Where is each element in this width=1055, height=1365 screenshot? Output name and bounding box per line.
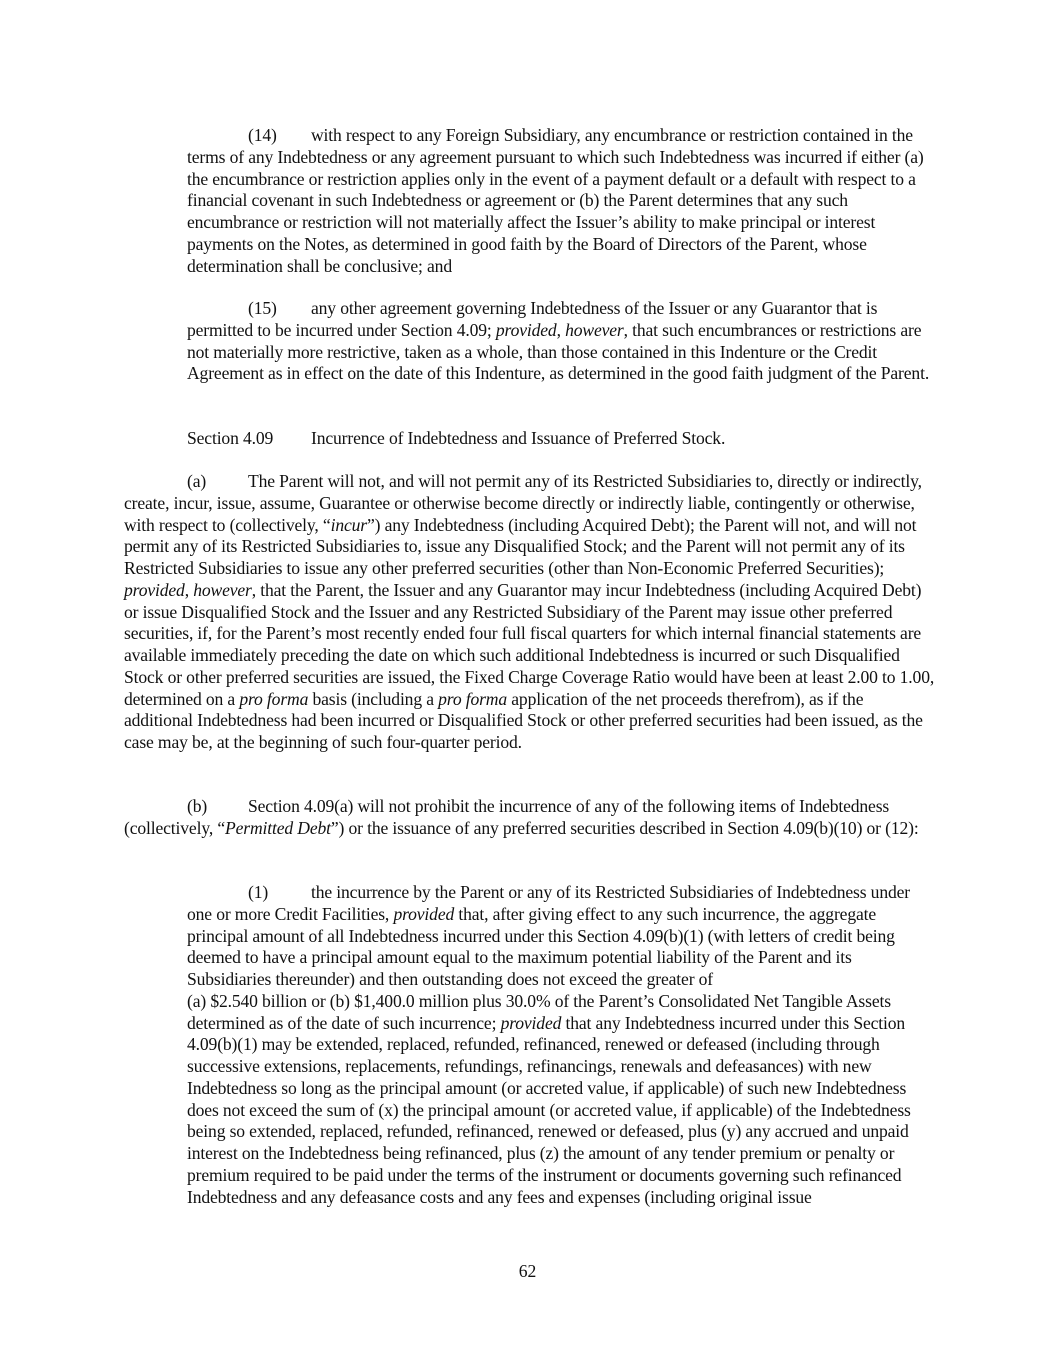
clause-label: (15)	[248, 298, 277, 318]
italic-term: provided	[500, 1012, 562, 1033]
clause-text: The Parent will not, and will not permit any of its Restricted Subsidiaries to, directly or indirectly, create, incur, issue, assume, Guarantee or otherwise become directly or indirectly liable, contingently or otherwise, with respect to (collectively, “	[124, 471, 922, 535]
section-heading	[187, 428, 935, 450]
page-number: 62	[518, 1261, 537, 1281]
section-title: Incurrence of Indebtedness and Issuance of Preferred Stock.	[311, 428, 726, 448]
clause-15	[187, 298, 935, 385]
clause-label: (14)	[248, 125, 277, 145]
italic-term: Permitted Debt	[225, 817, 331, 838]
clause-text: ”) or the issuance of any preferred securities described in Section 4.09(b)(10) or (12):	[330, 817, 919, 838]
clause-text: (a) $2.540 billion or (b) $1,400.0 million plus 30.0% of the Parent’s Consolidated Net Tangible Assets determined as of the date of such incurrence;	[187, 990, 891, 1033]
clause-text: with respect to any Foreign Subsidiary, any encumbrance or restriction contained in the terms of any Indebtedness or any agreement pursuant to which such Indebtedness was incurred if either (a) the encumbrance or restriction applies only in the event of a payment default or a default with respect to a financial covenant in such Indebtedness or agreement or (b) the Parent determines that any such encumbrance or restriction will not materially affect the Issuer’s ability to make principal or interest payments on the Notes, as determined in good faith by the Board of Directors of the Parent, whose determination shall be conclusive; and	[187, 125, 924, 276]
section-number: Section 4.09	[187, 428, 274, 448]
clause-text: ,	[556, 319, 566, 340]
clause-text: basis (including a	[308, 688, 439, 709]
clause-a	[124, 471, 936, 754]
clause-text: , that such encumbrances or restrictions are not materially more restrictive, taken as a whole, than those contained in this Indenture or the Credit Agreement as in effect on the date of this Indenture, as determined in the good faith judgment of the Parent.	[187, 319, 930, 384]
clause-b-1	[187, 882, 935, 1208]
clause-label: (a)	[187, 471, 207, 491]
clause-label: (b)	[187, 796, 208, 816]
clause-b	[124, 796, 936, 840]
italic-term: provided	[124, 579, 185, 600]
clause-text: Section 4.09(a) will not prohibit the incurrence of any of the following items of Indebtedness (collectively, “	[124, 796, 890, 838]
italic-term: provided	[495, 319, 557, 340]
clause-text: application of the net proceeds therefrom), as if the additional Indebtedness had been incurred or Disqualified Stock or other preferred securities had been issued, as the case may be, at the beginning of such four-quarter period.	[124, 688, 923, 752]
italic-term: however	[565, 319, 624, 340]
italic-term: pro forma	[239, 688, 309, 709]
clause-text: ”) any Indebtedness (including Acquired Debt); the Parent will not, and will not permit any of its Restricted Subsidiaries to, issue any Disqualified Stock; and the Parent will not permit any of its Restricted Subsidiaries to issue any other preferred securities (other than Non-Economic Preferred Securities);	[124, 514, 917, 578]
italic-term: pro forma	[438, 688, 508, 709]
clause-text: that any Indebtedness incurred under this Section 4.09(b)(1) may be extended, replaced, refunded, refinanced, renewed or defeased (including through successive extensions, replacements, refundings, refinancings, renewals and defeasances) with new Indebtedness so long as the principal amount (or accreted value, if applicable) of such new Indebtedness does not exceed the sum of (x) the principal amount (or accreted value, if applicable) of the Indebtedness being so extended, replaced, refunded, refinanced, renewed or defeased, plus (y) any accrued and unpaid interest on the Indebtedness being refinanced, plus (z) the amount of any tender premium or penalty or premium required to be paid under the terms of the instrument or documents governing such refinanced Indebtedness and any defeasance costs and any fees and expenses (including original issue	[187, 1012, 911, 1207]
clause-text: , that the Parent, the Issuer and any Guarantor may incur Indebtedness (including Acquired Debt) or issue Disqualified Stock and the Issuer and any Restricted Subsidiary of the Parent may issue other preferred securities, if, for the Parent’s most recently ended four full fiscal quarters for which internal financial statements are available immediately preceding the date on which such additional Indebtedness is incurred or such Disqualified Stock or other preferred securities are issued, the Fixed Charge Coverage Ratio would have been at least 2.00 to 1.00, determined on a	[124, 579, 935, 709]
clause-14	[187, 125, 935, 277]
clause-text: any other agreement governing Indebtedness of the Issuer or any Guarantor that is permitted to be incurred under Section 4.09;	[187, 298, 878, 340]
italic-term: however	[193, 579, 252, 600]
clause-text: the incurrence by the Parent or any of its Restricted Subsidiaries of Indebtedness under one or more Credit Facilities,	[187, 882, 910, 924]
clause-text: that, after giving effect to any such incurrence, the aggregate principal amount of all Indebtedness incurred under this Section 4.09(b)(1) (with letters of credit being deemed to have a principal amount equal to the maximum potential liability of the Parent and its Subsidiaries thereunder) and then outstanding does not exceed the greater of	[187, 903, 895, 989]
italic-term: incur	[330, 514, 367, 535]
clause-text: ,	[184, 579, 194, 600]
clause-label: (1)	[248, 882, 269, 902]
italic-term: provided	[393, 903, 455, 924]
